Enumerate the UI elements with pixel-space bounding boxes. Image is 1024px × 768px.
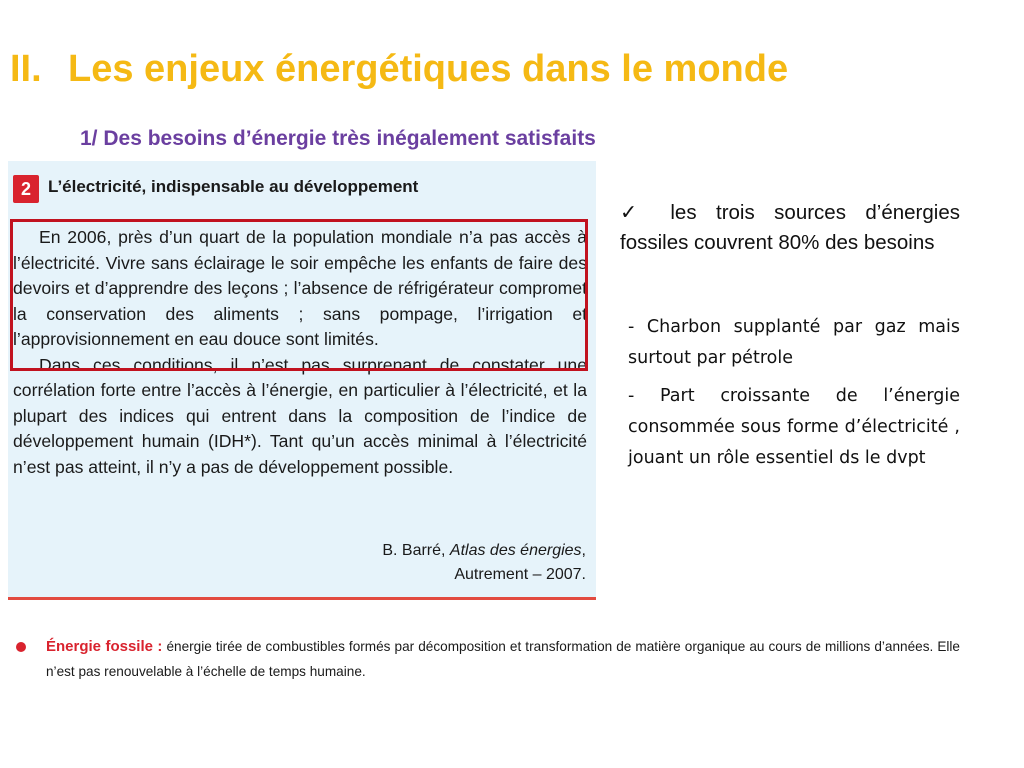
dash-item: - Charbon supplanté par gaz mais surtout par pétrole: [628, 317, 960, 368]
title-number: II.: [10, 48, 42, 90]
document-number-badge: 2: [13, 175, 39, 203]
definition-note: [16, 634, 960, 684]
document-paragraph-2: Dans ces conditions, il n’est pas surprenant de constater une corrélation forte entre l’accès à l’énergie, en particulier à l’électricité, et la plupart des indices qui entrent dans la composition de l’indice de développement humain (IDH*). Tant qu’un accès minimal à l’électricité n’est pas atteint, il n’y a pas de développement possible.: [13, 354, 587, 477]
check-bullet: [620, 198, 960, 258]
red-bullet-icon: [16, 642, 26, 652]
check-icon: ✓: [620, 201, 651, 224]
slide-subtitle: 1/ Des besoins d’énergie très inégalement satisfaits: [80, 127, 596, 150]
document-text: [13, 225, 587, 480]
definition-body: [46, 634, 960, 684]
source-comma: ,: [581, 542, 586, 559]
slide-title: [10, 48, 788, 91]
document-paragraph-1: En 2006, près d’un quart de la population mondiale n’a pas accès à l’électricité. Vivre sans éclairage le soir empêche les enfants de faire des devoirs et d’apprendre des leçons ; l’absence de réfrigérateur compromet la conservation des aliments ; sans pompage, l’irrigation et l’approvisionnement en eau douce sont limités.: [13, 227, 587, 349]
dash-list: [628, 312, 960, 481]
definition-text: énergie tirée de combustibles formés par décomposition et transformation de matière organique au cours de millions d’années. Elle n’est pas renouvelable à l’échelle de temps humaine.: [46, 639, 960, 679]
check-bullet-text: les trois sources d’énergies fossiles couvrent 80% des besoins: [620, 201, 960, 254]
document-panel: [8, 161, 596, 600]
document-source: [382, 539, 586, 587]
source-author: B. Barré,: [382, 542, 450, 559]
source-publisher: Autrement – 2007.: [454, 566, 586, 583]
document-heading: L’électricité, indispensable au développement: [48, 177, 419, 196]
title-text: Les enjeux énergétiques dans le monde: [68, 48, 789, 90]
dash-item: - Part croissante de l’énergie consommée sous forme d’électricité , jouant un rôle essentiel ds le dvpt: [628, 386, 960, 468]
source-work: Atlas des énergies: [449, 542, 582, 559]
definition-term: Énergie fossile :: [46, 638, 163, 655]
